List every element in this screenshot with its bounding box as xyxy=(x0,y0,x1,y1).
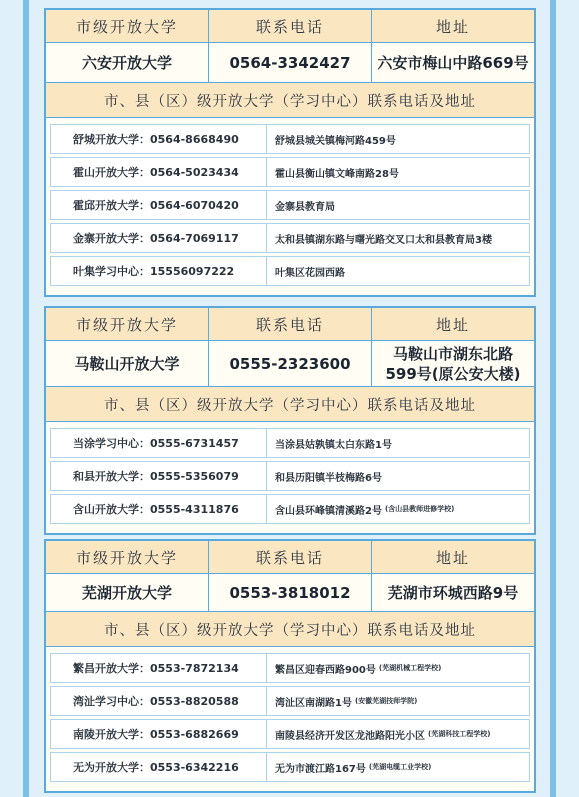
section-title: 市、县（区）级开放大学（学习中心）联系电话及地址 xyxy=(46,83,534,118)
left-decor-bar xyxy=(23,0,29,797)
branch-note: (含山县教师进修学校) xyxy=(384,505,455,513)
list-item xyxy=(50,256,530,286)
header-address: 地址 xyxy=(372,10,534,43)
table-header xyxy=(46,10,534,43)
branch-address-text: 金寨县教育局 xyxy=(275,201,335,213)
branch-address-text: 和县历阳镇半枝梅路6号 xyxy=(275,472,382,484)
branch-address-text: 霍山县衡山镇文峰南路28号 xyxy=(275,168,399,180)
right-decor-bar xyxy=(550,0,556,797)
branch-address xyxy=(267,720,529,748)
branch-list xyxy=(46,118,534,295)
branch-address xyxy=(267,224,529,252)
branch-contact: 当涂学习中心：0555-6731457 xyxy=(51,429,267,457)
branch-address-text: 舒城县城关镇梅河路459号 xyxy=(275,135,396,147)
branch-note: (安徽芜湖技师学院) xyxy=(354,697,418,705)
list-item xyxy=(50,223,530,253)
header-school: 市级开放大学 xyxy=(46,308,209,341)
branch-contact: 霍山开放大学：0564-5023434 xyxy=(51,158,267,186)
list-item xyxy=(50,124,530,154)
branch-address xyxy=(267,191,529,219)
branch-note: (芜湖科技工程学校) xyxy=(428,730,491,738)
list-item xyxy=(50,686,530,716)
section-title: 市、县（区）级开放大学（学习中心）联系电话及地址 xyxy=(46,612,534,647)
list-item xyxy=(50,190,530,220)
branch-address-text: 叶集区花园西路 xyxy=(275,267,345,279)
branch-contact: 湾沚学习中心：0553-8820588 xyxy=(51,687,267,715)
branch-list xyxy=(46,647,534,791)
header-school: 市级开放大学 xyxy=(46,541,209,574)
list-item xyxy=(50,157,530,187)
branch-contact: 繁昌开放大学：0553-7872134 xyxy=(51,654,267,682)
main-school-name: 马鞍山开放大学 xyxy=(46,341,209,387)
branch-contact: 南陵开放大学：0553-6882669 xyxy=(51,720,267,748)
branch-address xyxy=(267,158,529,186)
card-wuhu xyxy=(44,539,536,793)
main-school-phone: 0564-3342427 xyxy=(209,43,372,83)
header-address: 地址 xyxy=(372,308,534,341)
header-phone: 联系电话 xyxy=(209,541,372,574)
list-item xyxy=(50,461,530,491)
branch-address-text: 湾沚区南湖路1号 xyxy=(275,697,352,709)
card-luan xyxy=(44,8,536,297)
main-school-address: 六安市梅山中路669号 xyxy=(372,43,534,83)
branch-contact: 含山开放大学：0555-4311876 xyxy=(51,495,267,523)
branch-address xyxy=(267,753,529,781)
branch-address-text: 无为市渡江路167号 xyxy=(275,763,366,775)
branch-note: (芜湖电缆工业学校) xyxy=(368,763,432,771)
branch-contact: 金寨开放大学：0564-7069117 xyxy=(51,224,267,252)
main-school-address: 芜湖市环城西路9号 xyxy=(372,574,534,612)
branch-address-text: 南陵县经济开发区龙池路阳光小区 xyxy=(275,730,425,742)
list-item xyxy=(50,494,530,524)
main-school-phone: 0553-3818012 xyxy=(209,574,372,612)
main-school-row xyxy=(46,341,534,387)
section-title: 市、县（区）级开放大学（学习中心）联系电话及地址 xyxy=(46,387,534,422)
branch-address-text: 当涂县姑孰镇太白东路1号 xyxy=(275,439,392,451)
list-item xyxy=(50,653,530,683)
main-school-address: 马鞍山市湖东北路599号(原公安大楼) xyxy=(372,341,534,387)
branch-address xyxy=(267,462,529,490)
table-header xyxy=(46,308,534,341)
branch-address xyxy=(267,125,529,153)
branch-address xyxy=(267,257,529,285)
branch-contact: 舒城开放大学：0564-8668490 xyxy=(51,125,267,153)
main-school-row xyxy=(46,574,534,612)
list-item xyxy=(50,719,530,749)
branch-address xyxy=(267,687,529,715)
branch-address xyxy=(267,654,529,682)
branch-address xyxy=(267,429,529,457)
header-phone: 联系电话 xyxy=(209,308,372,341)
header-address: 地址 xyxy=(372,541,534,574)
branch-contact: 和县开放大学：0555-5356079 xyxy=(51,462,267,490)
branch-address-text: 含山县环峰镇清溪路2号 xyxy=(275,505,382,517)
card-maanshan xyxy=(44,306,536,535)
header-school: 市级开放大学 xyxy=(46,10,209,43)
main-school-name: 六安开放大学 xyxy=(46,43,209,83)
header-phone: 联系电话 xyxy=(209,10,372,43)
main-school-name: 芜湖开放大学 xyxy=(46,574,209,612)
branch-note: (芜湖机械工程学校) xyxy=(378,664,442,672)
table-header xyxy=(46,541,534,574)
branch-contact: 叶集学习中心：15556097222 xyxy=(51,257,267,285)
branch-contact: 无为开放大学：0553-6342216 xyxy=(51,753,267,781)
branch-list xyxy=(46,422,534,533)
branch-address xyxy=(267,495,529,523)
branch-address-text: 太和县镇湖东路与曙光路交叉口太和县教育局3楼 xyxy=(275,234,492,246)
list-item xyxy=(50,428,530,458)
main-school-phone: 0555-2323600 xyxy=(209,341,372,387)
branch-contact: 霍邱开放大学：0564-6070420 xyxy=(51,191,267,219)
list-item xyxy=(50,752,530,782)
main-school-row xyxy=(46,43,534,83)
branch-address-text: 繁昌区迎春西路900号 xyxy=(275,664,376,676)
